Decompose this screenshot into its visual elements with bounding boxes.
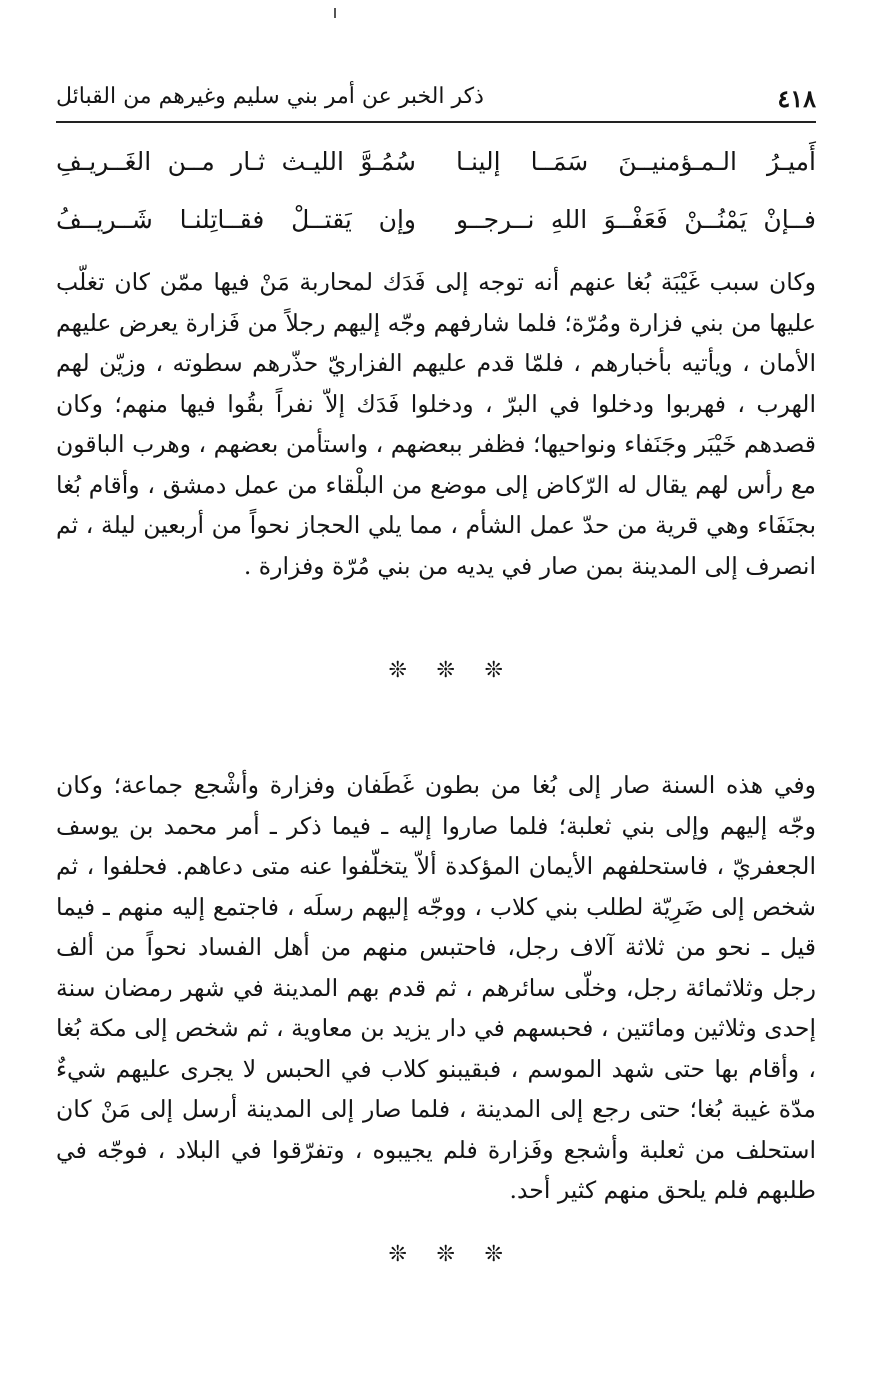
verse-1-first-hemistich: أَميـرُ الـمـؤمنيــنَ سَمَــا إلينـا — [456, 146, 816, 176]
asterism-icon: ❊ — [484, 1242, 503, 1267]
verse-2-second-hemistich: وإن يَقتــلْ فقــاتِلنـا شَــريــفُ — [56, 204, 416, 234]
running-title: ذكر الخبر عن أمر بني سليم وغيرهم من القبائل — [56, 84, 484, 109]
paragraph-year-events: وفي هذه السنة صار إلى بُغا من بطون غَطَفان وفزارة وأشْجع جماعة؛ وكان وجّه إليهم وإلى بني ثعلبة؛ فلما صاروا إليه ـ فيما ذكر ـ أمر محمد بن يوسف الجعفريّ ، فاستحلفهم الأيمان المؤكدة ألاّ يتخلّفوا عنه متى دعاهم. فحلفوا ، ثم شخص إلى ضَرِيّة لطلب بني كلاب ، ووجّه إليهم رسلَه ، فاجتمع إليه منهم ـ فيما قيل ـ نحو من ثلاثة آلاف رجل، فاحتبس منهم من أهل الفساد نحواً من ألف رجل وثلاثمائة رجل، وخلّى سائرهم ، ثم قدم بهم المدينة في شهر رمضان سنة إحدى وثلاثين ومائتين ، فحبسهم في دار يزيد بن معاوية ، ثم شخص إلى مكة بُغا ، وأقام بها حتى شهد الموسم ، فبقيبنو كلاب في الحبس لا يجرى عليهم شيءٌ مدّة غيبة بُغا؛ حتى رجع إلى المدينة ، فلما صار إلى المدينة أرسل إلى مَنْ كان استحلف من ثعلبة وأشجع وفَزارة فلم يجيبوه ، وتفرّقوا في البلاد ، فوجّه في طلبهم فلم يلحق منهم كثير أحد. — [56, 771, 816, 1204]
verse-2 — [56, 190, 816, 248]
section-separator-2 — [0, 1242, 891, 1267]
asterism-icon: ❊ — [436, 658, 455, 683]
verse-2-first-hemistich: فــإنْ يَمْنُــنْ فَعَفْــوَ اللهِ نــرجــو — [456, 204, 816, 234]
header-rule — [56, 121, 816, 123]
verse-1-second-hemistich: سُمُـوَّ الليـث ثـار مــن الغَــريـفِ — [56, 146, 416, 176]
page-number: ٤١٨ — [777, 84, 816, 113]
scan-mark — [334, 8, 336, 18]
poem — [56, 132, 816, 248]
asterism-icon: ❊ — [484, 658, 503, 683]
page-header — [56, 74, 816, 120]
asterism-icon: ❊ — [388, 1242, 407, 1267]
asterism-icon: ❊ — [436, 1242, 455, 1267]
section-separator-1 — [0, 658, 891, 683]
asterism-icon: ❊ — [388, 658, 407, 683]
paragraph-bugha-absence: وكان سبب غَيْبَة بُغا عنهم أنه توجه إلى فَدَك لمحاربة مَنْ فيها ممّن كان تغلّب عليها من بني فزارة ومُرّة؛ فلما شارفهم وجّه إليهم رجلاً من فَزارة يعرض عليهم الأمان ، ويأتيه بأخبارهم ، فلمّا قدم عليهم الفزاريّ حذّرهم سطوته ، وزيّن لهم الهرب ، فهربوا ودخلوا في البرّ ، ودخلوا فَدَك إلاّ نفراً بقُوا فيها منهم؛ وكان قصدهم خَيْبَر وجَنَفاء ونواحيها؛ فظفر ببعضهم ، واستأمن بعضهم ، وهرب الباقون مع رأس لهم يقال له الرّكاض إلى موضع من البلْقاء من عمل دمشق ، وأقام بُغا بجنَفَاء وهي قرية من حدّ عمل الشأم ، مما يلي الحجاز نحواً من أربعين ليلة ، ثم انصرف إلى المدينة بمن صار في يديه من بني مُرّة وفزارة . — [56, 268, 816, 580]
verse-1 — [56, 132, 816, 190]
